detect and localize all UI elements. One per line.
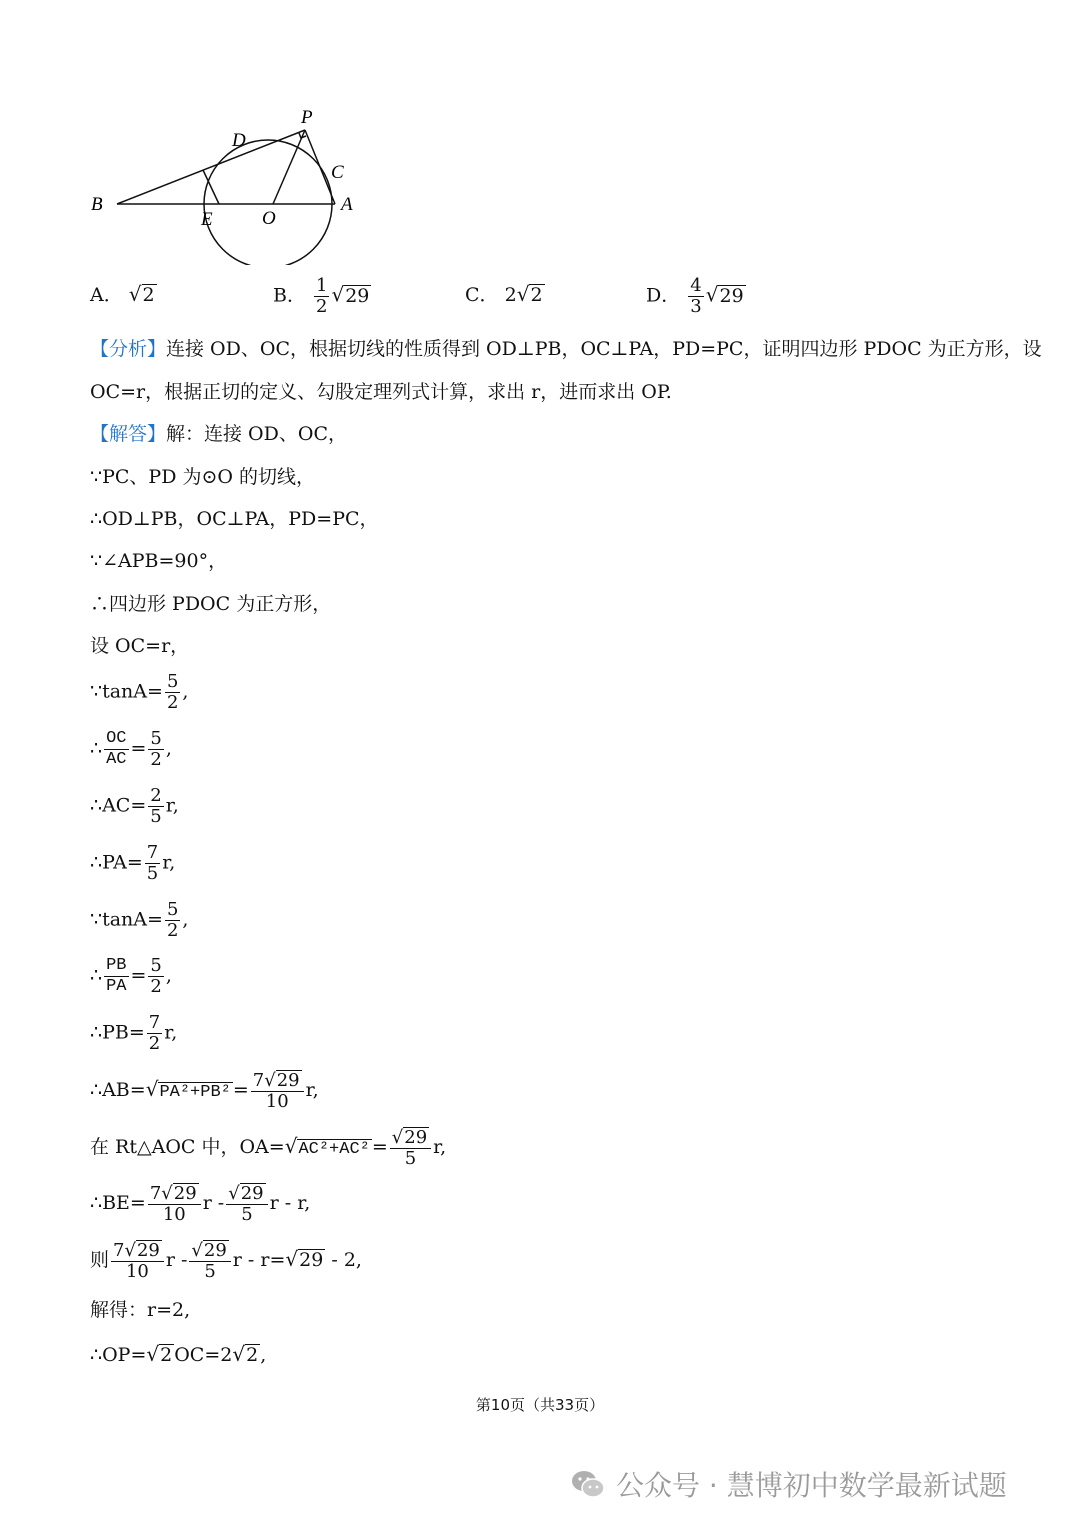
analysis-text-1: 连接 OD、OC，根据切线的性质得到 OD⊥PB，OC⊥PA，PD=PC，证明四边形 PDOC 为正方形，设 (166, 338, 1042, 360)
label-a: A (341, 194, 353, 215)
s11-post: , (165, 964, 172, 987)
s8-pre: ∴AC= (90, 794, 147, 817)
option-c-label: C． (465, 284, 499, 306)
s16-rad: 29 (299, 1249, 324, 1271)
s6-post: , (182, 680, 189, 703)
s9-pre: ∴PA= (90, 851, 143, 874)
option-b-rad: 29 (345, 284, 370, 307)
s13-num-rad: 29 (276, 1070, 300, 1091)
s18-mid: OC=2 (174, 1344, 233, 1366)
watermark-text: 公众号 · 慧博初中数学最新试题 (616, 1469, 1007, 1502)
solution-line-8 (90, 786, 179, 827)
s16-mid: r - (165, 1249, 188, 1271)
option-b-label: B． (273, 284, 306, 307)
s16-pre: 则 (90, 1249, 110, 1271)
analysis-text-2: OC=r，根据正切的定义、勾股定理列式计算，求出 r，进而求出 OP. (90, 381, 672, 403)
s7-eq: = (130, 737, 147, 760)
s12-pre: ∴PB= (90, 1021, 145, 1044)
circle-o (204, 140, 332, 265)
option-a[interactable]: A． √2 (90, 282, 155, 306)
solution-line-10 (90, 900, 188, 941)
s18-rad1: 2 (160, 1344, 173, 1366)
option-c[interactable]: C． 2√2 (465, 282, 543, 306)
solution-line-11 (90, 956, 172, 997)
s10-num: 5 (166, 899, 179, 920)
s14-post: r, (433, 1136, 447, 1158)
solution-line-5: 设 OC=r， (90, 635, 190, 657)
label-e: E (201, 209, 213, 230)
s13-post: r, (305, 1079, 319, 1101)
s11-num: 5 (150, 955, 162, 976)
option-d-den: 3 (690, 296, 702, 317)
solution-line-9 (90, 843, 175, 884)
s14-num-rad: 29 (404, 1127, 428, 1148)
s7-den: 2 (150, 749, 162, 770)
option-d-label: D． (646, 284, 681, 307)
solution-line-16: 则 $\frac{7√29}{10}$ r - $\frac{√29}{5}$ r - r=√29 - 2, (90, 1240, 362, 1282)
s10-post: , (182, 908, 189, 931)
s16-a-den: 10 (125, 1261, 149, 1282)
s8-num: 2 (150, 785, 162, 806)
s13-pre: ∴AB= (90, 1079, 146, 1101)
s15-b-rad: 29 (240, 1183, 264, 1204)
s18-post: , (260, 1344, 267, 1366)
s7-post: , (165, 737, 172, 760)
solution-line-4: ∴四边形 PDOC 为正方形， (90, 593, 332, 615)
s6-pre: ∵tanA= (90, 680, 163, 703)
s8-post: r, (165, 794, 179, 817)
solution-line-6 (90, 672, 188, 713)
solution-tag: 【解答】 (90, 423, 167, 445)
s14-den: 5 (404, 1148, 417, 1169)
s11-lden: PA (106, 977, 127, 996)
s18-pre: ∴OP= (90, 1344, 147, 1366)
s18-rad2: 2 (246, 1344, 259, 1366)
s6-num: 5 (166, 671, 179, 692)
solution-text-0: 解：连接 OD、OC， (166, 423, 347, 445)
s9-post: r, (162, 851, 176, 874)
line-bp (117, 130, 305, 204)
s16-b-rad: 29 (203, 1240, 227, 1261)
solution-line-2: ∴OD⊥PB，OC⊥PA，PD=PC， (90, 508, 379, 530)
s14-pre: 在 Rt△AOC 中，OA= (90, 1136, 285, 1158)
s12-post: r, (164, 1021, 178, 1044)
option-c-rad: 2 (530, 284, 543, 306)
solution-line-14: 在 Rt△AOC 中，OA=√AC²+AC² = $\frac{√29}{5}$ r, (90, 1127, 447, 1169)
s16-a-rad: 29 (136, 1240, 160, 1261)
s16-mid2: r - r= (232, 1249, 286, 1271)
s7-lnum: OC (106, 729, 127, 748)
s14-rad: AC²+AC² (298, 1140, 370, 1159)
s11-eq: = (130, 964, 147, 987)
analysis-tag: 【分析】 (90, 338, 167, 360)
s11-den: 2 (150, 976, 162, 997)
s13-den: 10 (265, 1091, 289, 1112)
s10-pre: ∵tanA= (90, 908, 163, 931)
geometry-figure (85, 100, 385, 265)
option-c-coef: 2 (504, 284, 517, 306)
solution-line-17: 解得：r=2, (90, 1299, 191, 1321)
s12-den: 2 (148, 1033, 161, 1054)
s9-den: 5 (146, 863, 159, 884)
option-d-num: 4 (690, 275, 702, 296)
s7-lden: AC (106, 750, 127, 769)
option-b-num: 1 (316, 275, 328, 296)
option-d[interactable]: D． $\frac{4}{3}$ √29 (646, 275, 744, 317)
page-footer: 第10页（共33页） (475, 1396, 605, 1414)
s9-num: 7 (146, 842, 159, 863)
option-d-rad: 29 (719, 284, 744, 307)
s16-b-den: 5 (204, 1261, 216, 1282)
s15-a-den: 10 (162, 1204, 186, 1225)
s15-a-coef: 7 (149, 1183, 162, 1204)
solution-line-7 (90, 729, 172, 770)
label-d: D (232, 130, 246, 151)
s13-rad: PA²+PB² (159, 1083, 231, 1102)
solution-line-0 (90, 422, 347, 446)
s15-post: r - r, (269, 1192, 311, 1214)
s6-den: 2 (166, 692, 179, 713)
label-o: O (262, 208, 276, 229)
s8-den: 5 (150, 806, 162, 827)
s15-a-rad: 29 (173, 1183, 197, 1204)
option-b[interactable]: B． $\frac{1}{2}$ √29 (273, 275, 370, 317)
label-p: P (301, 107, 313, 128)
s13-eq: = (232, 1079, 249, 1101)
s7-pre: ∴ (90, 737, 103, 760)
option-a-value: 2 (142, 284, 155, 306)
s10-den: 2 (166, 920, 179, 941)
label-c: C (331, 162, 344, 183)
s14-eq: = (371, 1136, 388, 1158)
solution-line-15: ∴BE= $\frac{7√29}{10}$ r - $\frac{√29}{5}$ r - r, (90, 1183, 311, 1225)
solution-line-13: ∴AB=√PA²+PB² = $\frac{7√29}{10}$ r, (90, 1070, 319, 1112)
option-a-label: A． (90, 284, 123, 306)
s13-num-coef: 7 (252, 1070, 265, 1091)
s16-post: - 2, (331, 1249, 362, 1271)
analysis-line-1 (90, 337, 1042, 361)
s15-b-den: 5 (241, 1204, 253, 1225)
s7-num: 5 (150, 728, 162, 749)
s11-lnum: PB (106, 956, 127, 975)
wechat-icon (570, 1468, 606, 1500)
s11-pre: ∴ (90, 964, 103, 987)
solution-line-1: ∵PC、PD 为⊙O 的切线， (90, 466, 316, 488)
s16-a-coef: 7 (113, 1240, 125, 1261)
s12-num: 7 (148, 1012, 161, 1033)
s15-pre: ∴BE= (90, 1192, 146, 1214)
analysis-line-2 (90, 380, 672, 404)
solution-line-3: ∵∠APB=90°， (90, 550, 228, 572)
solution-line-18: ∴OP=√2 OC=2√2 , (90, 1342, 267, 1366)
s15-mid: r - (202, 1192, 225, 1214)
option-b-den: 2 (316, 296, 328, 317)
solution-line-12 (90, 1013, 177, 1054)
label-b: B (91, 194, 103, 215)
watermark (570, 1462, 1060, 1506)
